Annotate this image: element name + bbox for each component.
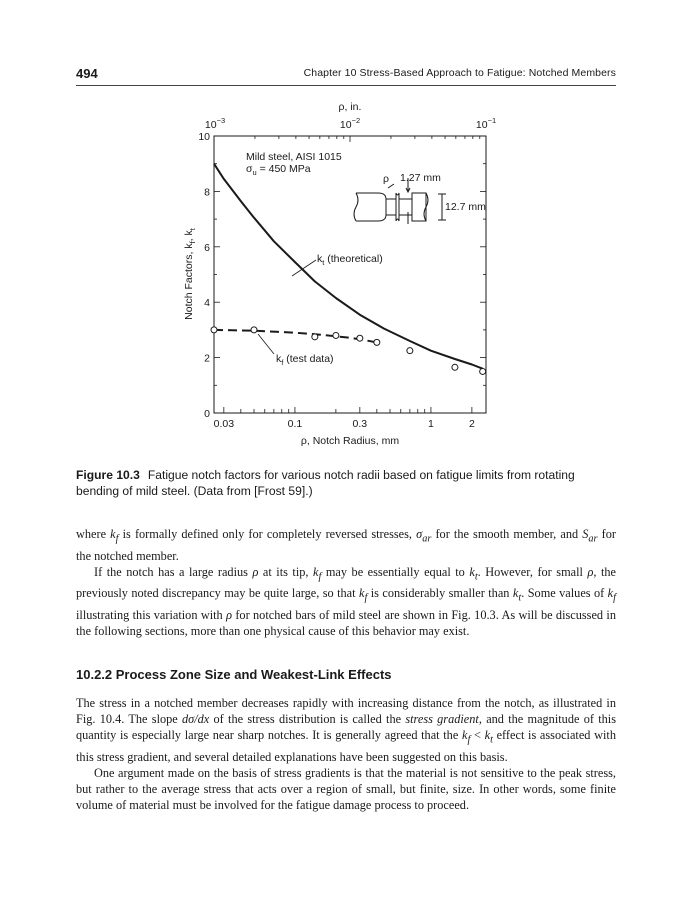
section-heading: 10.2.2 Process Zone Size and Weakest-Link Effects <box>76 667 392 682</box>
specimen-rho-label: ρ <box>383 173 389 185</box>
y-tick-label: 0 <box>204 408 210 420</box>
kf-leader-line <box>258 334 274 354</box>
kf-data-point <box>452 364 458 370</box>
x-tick-label: 0.03 <box>213 418 235 430</box>
y-tick-label: 10 <box>198 131 210 143</box>
top-tick-label: $10^{-3}$ <box>204 116 226 131</box>
notch-factor-chart <box>150 96 540 454</box>
y-tick-label: 8 <box>204 186 210 199</box>
kf-data-point <box>211 327 217 333</box>
x-tick-label: 0.1 <box>287 418 303 430</box>
x-tick-label: 2 <box>468 418 475 430</box>
top-tick-label: $10^{-1}$ <box>475 116 497 131</box>
figure-caption-text: Fatigue notch factors for various notch radii based on fatigue limits from rotating bending of mild steel. (Data from [Frost 59].) <box>76 468 575 498</box>
header-rule <box>76 85 616 86</box>
figure-caption <box>76 467 616 499</box>
paragraph: The stress in a notched member decreases rapidly with increasing distance from the notch, as illustrated in Fig. 10.4. The slope dσ/dx of the stress distribution is called the stress gradient, and the magnitude of this quantity is especially large near sharp notches. It is generally agreed that the $k_f < k_t$ effect is associated with this stress gradient, and several detailed explanations have been suggested on this basis. <box>76 696 616 764</box>
notch-width-label: 1.27 mm <box>400 172 441 184</box>
top-axis-title: ρ, in. <box>338 101 362 113</box>
paragraph: If the notch has a large radius ρ at its tip, $k_f$ may be essentially equal to $k_t$. However, for small ρ, the previously noted discrepancy may be quite large, so that $k_f$ is considerably smaller than $k_t$. Some values of $k_f$ illustrating this variation with ρ for notched bars of mild steel are shown in Fig. 10.3. As will be discussed in the following sections, more than one physical cause of this behavior may exist. <box>76 564 616 638</box>
specimen-height-label: 12.7 mm <box>445 201 486 213</box>
page-number: 494 <box>76 66 98 81</box>
strength-label: $\sigma_u = 450$ MPa <box>246 163 311 177</box>
kf-data-point <box>251 327 257 333</box>
y-tick-label: 4 <box>204 297 210 310</box>
kf-data-point <box>357 335 363 341</box>
y-tick-label: 2 <box>204 352 210 365</box>
body-text <box>76 695 616 813</box>
figure-caption-label: Figure 10.3 <box>76 468 140 482</box>
x-axis-label: ρ, Notch Radius, mm <box>300 435 400 447</box>
y-tick-label: 6 <box>204 241 210 254</box>
paragraph: One argument made on the basis of stress gradients is that the material is not sensitive to the peak stress, but rather to the average stress that acts over a region of small, but finite, size. In other words, some finite volume of material must be involved for the fatigue damage process to proceed. <box>76 765 616 813</box>
running-head: Chapter 10 Stress-Based Approach to Fatigue: Notched Members <box>303 67 616 79</box>
notched-specimen-sketch <box>354 178 446 224</box>
kf-series-label: $k_f$ (test data) <box>276 353 334 367</box>
top-tick-label: $10^{-2}$ <box>339 116 361 131</box>
x-tick-label: 0.3 <box>352 418 368 430</box>
kt-series-label: $k_t$ (theoretical) <box>317 253 383 267</box>
kf-series-line <box>214 330 377 343</box>
kf-data-point <box>480 368 486 374</box>
body-text <box>76 526 616 639</box>
kf-data-point <box>374 339 380 345</box>
plot-frame <box>214 136 486 413</box>
kf-data-point <box>333 332 339 338</box>
kf-data-point <box>407 348 413 354</box>
material-label: Mild steel, AISI 1015 <box>246 151 342 163</box>
y-axis-label: Notch Factors, $k_f$, $k_t$ <box>183 228 197 320</box>
paragraph: where $k_f$ is formally defined only for completely reversed stresses, $\sigma_{ar}$ for the smooth member, and $S_{ar}$ for the notched member. <box>76 527 616 563</box>
page-header <box>76 66 616 84</box>
kf-data-point <box>312 334 318 340</box>
x-tick-label: 1 <box>428 418 434 430</box>
